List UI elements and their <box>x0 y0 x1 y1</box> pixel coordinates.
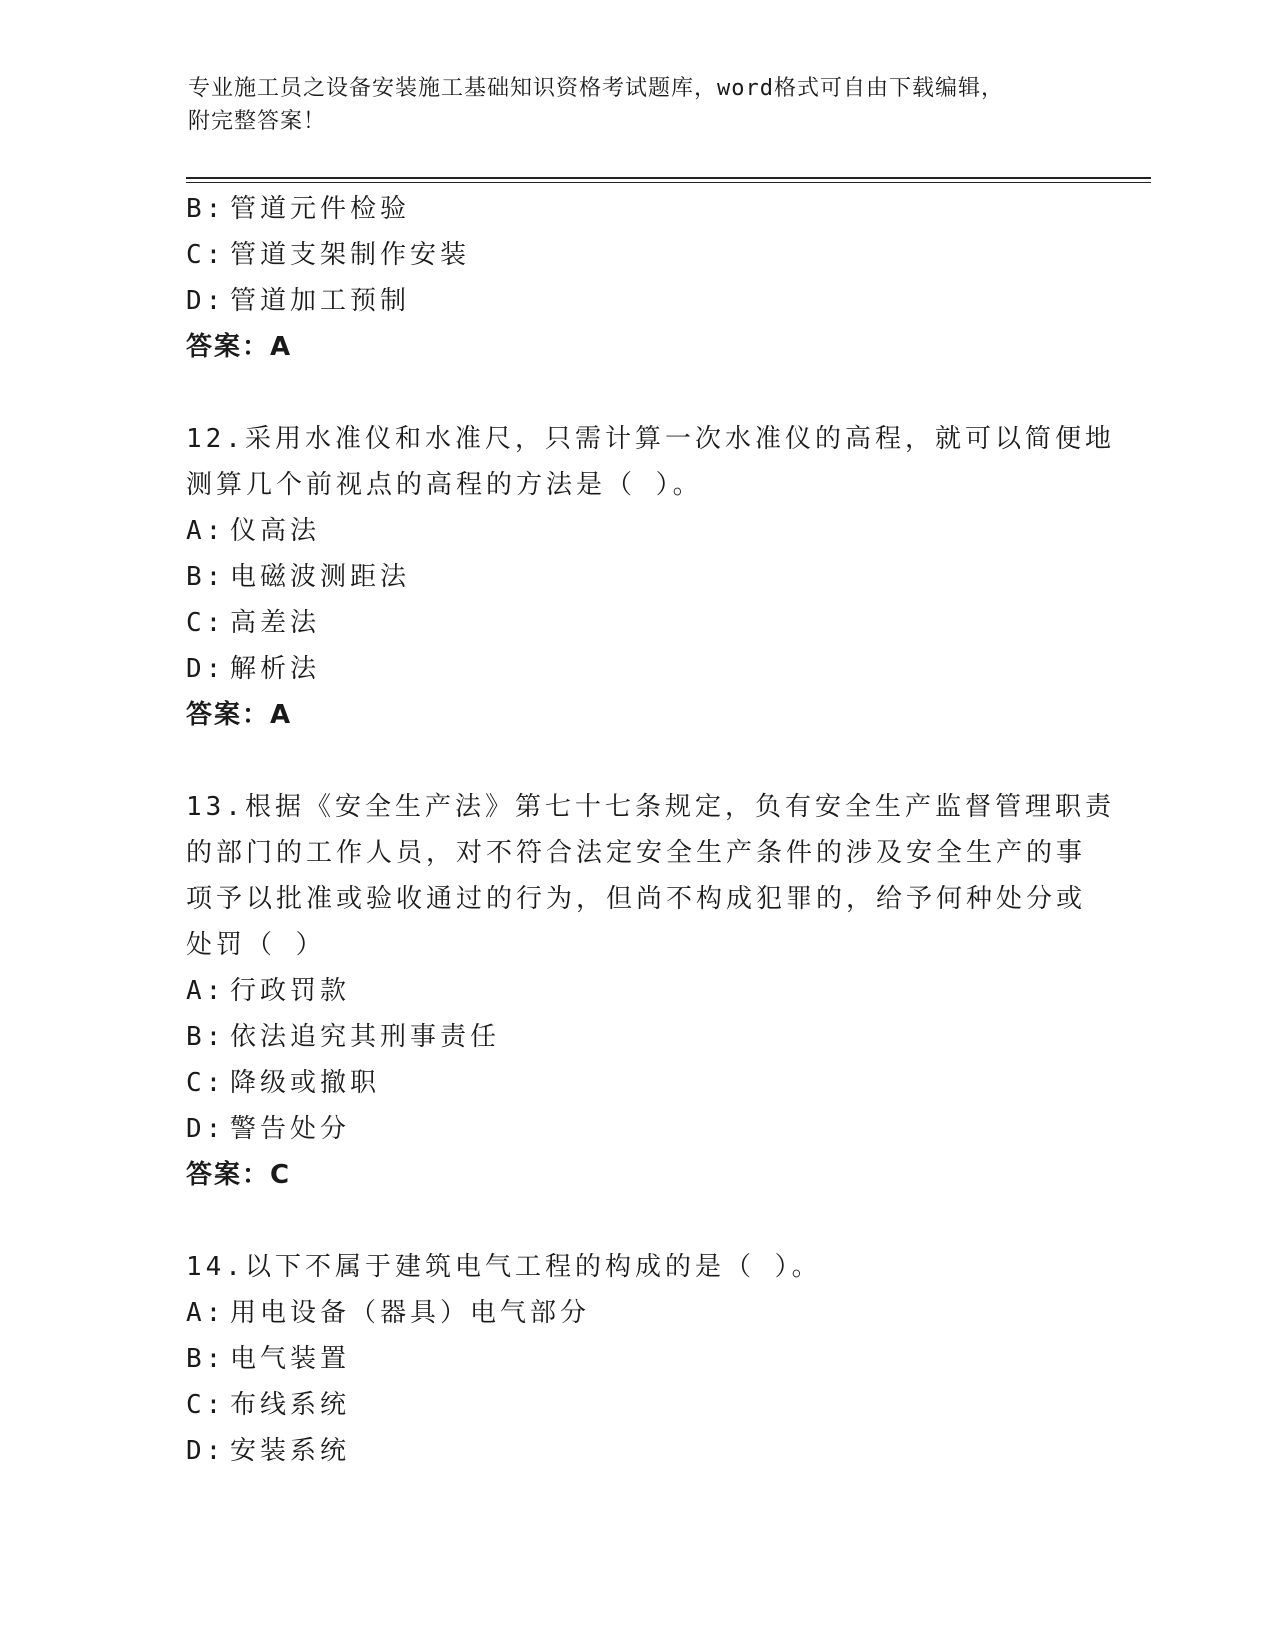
question-stem-line: 处罚（ ） <box>186 930 326 960</box>
question-stem-line: 测算几个前视点的高程的方法是（ ）。 <box>186 470 703 500</box>
option-key: A: <box>186 976 226 1006</box>
question-13 <box>186 784 1115 1198</box>
question-stem-line: 14.以下不属于建筑电气工程的构成的是（ ）。 <box>186 1252 822 1282</box>
header-rule-thick <box>186 177 1151 179</box>
option-key: C: <box>186 1068 226 1098</box>
option-text: 行政罚款 <box>230 976 351 1006</box>
option-line <box>186 968 1086 1014</box>
option-text: 依法追究其刑事责任 <box>230 1022 501 1052</box>
option-line <box>186 600 1086 646</box>
option-line <box>186 1336 1086 1382</box>
option-line <box>186 1290 1086 1336</box>
option-key: B: <box>186 562 226 592</box>
answer-line: 答案：C <box>186 1160 292 1190</box>
option-text: 电气装置 <box>230 1344 351 1374</box>
option-key: B: <box>186 1022 226 1052</box>
option-line <box>186 508 1086 554</box>
option-line <box>186 186 1086 232</box>
option-text: 仪高法 <box>230 516 321 546</box>
option-key: D: <box>186 1114 226 1144</box>
answer-line: 答案：A <box>186 332 293 362</box>
option-text: 解析法 <box>230 654 321 684</box>
option-key: B: <box>186 194 226 224</box>
option-line <box>186 278 1086 324</box>
option-key: D: <box>186 1436 226 1466</box>
option-text: 电磁波测距法 <box>230 562 411 592</box>
option-line <box>186 1382 1086 1428</box>
option-text: 高差法 <box>230 608 321 638</box>
option-text: 管道元件检验 <box>230 194 411 224</box>
header-rule-thin <box>186 182 1151 183</box>
option-key: B: <box>186 1344 226 1374</box>
option-key: C: <box>186 608 226 638</box>
option-text: 降级或撤职 <box>230 1068 381 1098</box>
option-line <box>186 232 1086 278</box>
option-key: D: <box>186 654 226 684</box>
question-12 <box>186 416 1115 738</box>
option-key: A: <box>186 516 226 546</box>
option-line <box>186 1428 1086 1474</box>
question-stem-line: 项予以批准或验收通过的行为，但尚不构成犯罪的，给予何种处分或 <box>186 884 1087 914</box>
option-line <box>186 1060 1086 1106</box>
option-key: D: <box>186 286 226 316</box>
option-line <box>186 554 1086 600</box>
option-line <box>186 646 1086 692</box>
option-text: 安装系统 <box>230 1436 351 1466</box>
question-stem-line: 的部门的工作人员，对不符合法定安全生产条件的涉及安全生产的事 <box>186 838 1087 868</box>
option-text: 管道加工预制 <box>230 286 411 316</box>
question-14 <box>186 1244 1086 1474</box>
option-text: 用电设备（器具）电气部分 <box>230 1298 591 1328</box>
question-stem-line: 12.采用水准仪和水准尺，只需计算一次水准仪的高程，就可以简便地 <box>186 424 1115 454</box>
answer-line: 答案：A <box>186 700 293 730</box>
option-text: 警告处分 <box>230 1114 351 1144</box>
option-key: C: <box>186 1390 226 1420</box>
option-line <box>186 1106 1086 1152</box>
question-content <box>186 186 1115 1474</box>
option-text: 管道支架制作安装 <box>230 240 471 270</box>
header-line-1: 专业施工员之设备安装施工基础知识资格考试题库，word格式可自由下载编辑， <box>188 76 1004 101</box>
header-line-2: 附完整答案！ <box>188 109 327 134</box>
option-key: C: <box>186 240 226 270</box>
option-key: A: <box>186 1298 226 1328</box>
option-line <box>186 1014 1086 1060</box>
option-text: 布线系统 <box>230 1390 351 1420</box>
document-header <box>188 72 1068 138</box>
question-stem-line: 13.根据《安全生产法》第七十七条规定，负有安全生产监督管理职责 <box>186 792 1115 822</box>
